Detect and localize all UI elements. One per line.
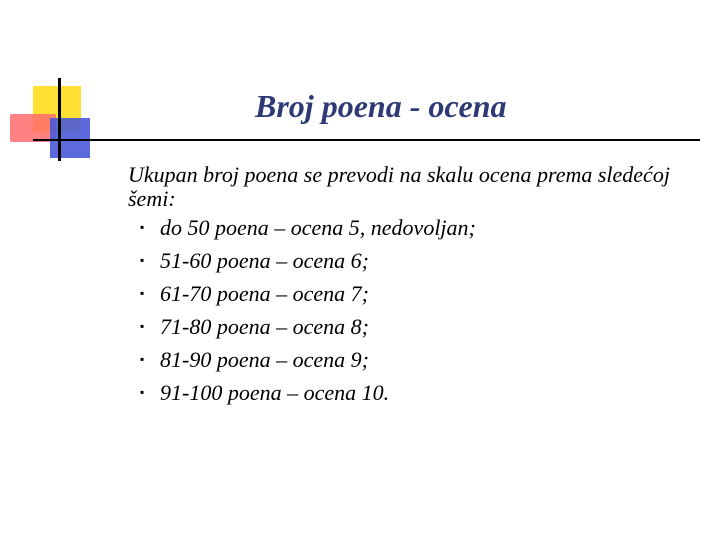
list-item-text: 91-100 poena – ocena 10. [160,380,390,405]
list-item-text: 61-70 poena – ocena 7; [160,281,369,306]
bullet-icon: ▪ [140,352,145,366]
list-item-text: 51-60 poena – ocena 6; [160,248,369,273]
list-item [128,376,708,409]
bullet-icon: ▪ [140,319,145,333]
slide-body [128,163,708,409]
list-item [128,244,708,277]
list-item-text: 81-90 poena – ocena 9; [160,347,369,372]
bullet-icon: ▪ [140,220,145,234]
intro-text: Ukupan broj poena se prevodi na skalu ocena prema sledećoj šemi: [128,162,670,211]
bullet-icon: ▪ [140,385,145,399]
slide-title: Broj poena - ocena [255,88,507,124]
list-item [128,211,708,244]
blue-square [50,118,90,158]
bullet-icon: ▪ [140,253,145,267]
bullet-icon: ▪ [140,286,145,300]
list-item [128,310,708,343]
vertical-rule [58,78,61,161]
list-item [128,343,708,376]
grade-list [128,211,708,409]
list-item [128,277,708,310]
list-item-text: 71-80 poena – ocena 8; [160,314,369,339]
slide-decoration [0,0,120,170]
horizontal-rule [33,139,700,141]
list-item-text: do 50 poena – ocena 5, nedovoljan; [160,215,476,240]
